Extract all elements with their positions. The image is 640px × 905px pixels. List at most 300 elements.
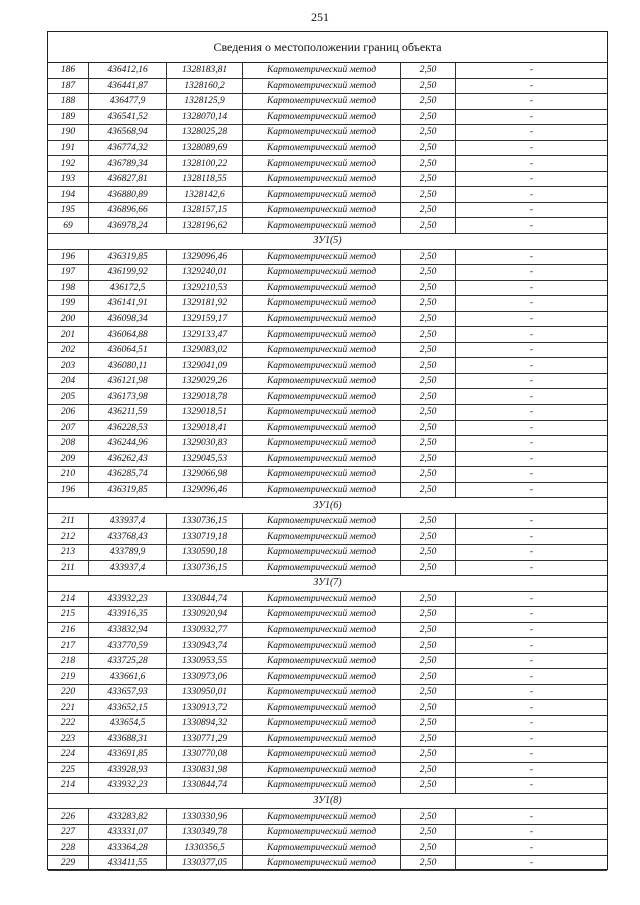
point-number-cell: 191	[48, 140, 89, 156]
x-coordinate-cell: 436172,5	[89, 280, 167, 296]
y-coordinate-cell: 1330356,5	[167, 840, 243, 856]
point-number-cell: 200	[48, 311, 89, 327]
x-coordinate-cell: 433916,35	[89, 607, 167, 623]
accuracy-cell: 2,50	[401, 187, 456, 203]
y-coordinate-cell: 1330719,18	[167, 529, 243, 545]
y-coordinate-cell: 1329018,78	[167, 389, 243, 405]
table-row	[48, 358, 607, 374]
accuracy-cell: 2,50	[401, 715, 456, 731]
y-coordinate-cell: 1328183,81	[167, 63, 243, 78]
point-number-cell: 223	[48, 731, 89, 747]
point-number-cell: 228	[48, 840, 89, 856]
x-coordinate-cell: 433652,15	[89, 700, 167, 716]
x-coordinate-cell: 433789,9	[89, 544, 167, 560]
note-cell: -	[456, 731, 608, 747]
y-coordinate-cell: 1329096,46	[167, 249, 243, 265]
point-number-cell: 215	[48, 607, 89, 623]
y-coordinate-cell: 1328196,62	[167, 218, 243, 234]
point-number-cell: 196	[48, 249, 89, 265]
point-number-cell: 213	[48, 544, 89, 560]
accuracy-cell: 2,50	[401, 700, 456, 716]
x-coordinate-cell: 433932,23	[89, 591, 167, 607]
point-number-cell: 209	[48, 451, 89, 467]
y-coordinate-cell: 1329083,02	[167, 342, 243, 358]
table-row	[48, 778, 607, 794]
note-cell: -	[456, 544, 608, 560]
note-cell: -	[456, 653, 608, 669]
note-cell: -	[456, 513, 608, 529]
table-row	[48, 249, 607, 265]
y-coordinate-cell: 1328142,6	[167, 187, 243, 203]
accuracy-cell: 2,50	[401, 513, 456, 529]
section-header-row	[48, 576, 607, 592]
x-coordinate-cell: 436477,9	[89, 94, 167, 110]
point-number-cell: 199	[48, 296, 89, 312]
note-cell: -	[456, 855, 608, 871]
method-cell: Картометрический метод	[243, 311, 401, 327]
x-coordinate-cell: 436141,91	[89, 296, 167, 312]
method-cell: Картометрический метод	[243, 731, 401, 747]
point-number-cell: 211	[48, 560, 89, 576]
point-number-cell: 214	[48, 778, 89, 794]
note-cell: -	[456, 451, 608, 467]
method-cell: Картометрический метод	[243, 280, 401, 296]
x-coordinate-cell: 433654,5	[89, 715, 167, 731]
note-cell: -	[456, 358, 608, 374]
point-number-cell: 224	[48, 747, 89, 763]
accuracy-cell: 2,50	[401, 529, 456, 545]
x-coordinate-cell: 433331,07	[89, 824, 167, 840]
point-number-cell: 195	[48, 202, 89, 218]
point-number-cell: 190	[48, 125, 89, 141]
accuracy-cell: 2,50	[401, 358, 456, 374]
accuracy-cell: 2,50	[401, 544, 456, 560]
method-cell: Картометрический метод	[243, 125, 401, 141]
method-cell: Картометрический метод	[243, 778, 401, 794]
table-row	[48, 700, 607, 716]
section-label: ЗУ1(5)	[48, 234, 607, 250]
point-number-cell: 211	[48, 513, 89, 529]
method-cell: Картометрический метод	[243, 342, 401, 358]
x-coordinate-cell: 433770,59	[89, 638, 167, 654]
method-cell: Картометрический метод	[243, 607, 401, 623]
table-row	[48, 653, 607, 669]
y-coordinate-cell: 1330771,29	[167, 731, 243, 747]
y-coordinate-cell: 1328070,14	[167, 109, 243, 125]
x-coordinate-cell: 433725,28	[89, 653, 167, 669]
method-cell: Картометрический метод	[243, 140, 401, 156]
method-cell: Картометрический метод	[243, 296, 401, 312]
accuracy-cell: 2,50	[401, 420, 456, 436]
y-coordinate-cell: 1328160,2	[167, 78, 243, 94]
table-row	[48, 296, 607, 312]
method-cell: Картометрический метод	[243, 513, 401, 529]
table-row	[48, 342, 607, 358]
method-cell: Картометрический метод	[243, 591, 401, 607]
x-coordinate-cell: 433691,85	[89, 747, 167, 763]
table-row	[48, 156, 607, 172]
method-cell: Картометрический метод	[243, 373, 401, 389]
accuracy-cell: 2,50	[401, 622, 456, 638]
accuracy-cell: 2,50	[401, 451, 456, 467]
x-coordinate-cell: 433364,28	[89, 840, 167, 856]
note-cell: -	[456, 140, 608, 156]
table-row	[48, 529, 607, 545]
method-cell: Картометрический метод	[243, 653, 401, 669]
table-row	[48, 63, 607, 78]
x-coordinate-cell: 436173,98	[89, 389, 167, 405]
y-coordinate-cell: 1329041,09	[167, 358, 243, 374]
table-row	[48, 187, 607, 203]
section-label: ЗУ1(8)	[48, 793, 607, 809]
y-coordinate-cell: 1330913,72	[167, 700, 243, 716]
y-coordinate-cell: 1329159,17	[167, 311, 243, 327]
accuracy-cell: 2,50	[401, 747, 456, 763]
method-cell: Картометрический метод	[243, 405, 401, 421]
table-row	[48, 327, 607, 343]
point-number-cell: 196	[48, 482, 89, 498]
y-coordinate-cell: 1330330,96	[167, 809, 243, 825]
note-cell: -	[456, 747, 608, 763]
y-coordinate-cell: 1328100,22	[167, 156, 243, 172]
accuracy-cell: 2,50	[401, 840, 456, 856]
point-number-cell: 216	[48, 622, 89, 638]
note-cell: -	[456, 700, 608, 716]
method-cell: Картометрический метод	[243, 824, 401, 840]
accuracy-cell: 2,50	[401, 653, 456, 669]
x-coordinate-cell: 433661,6	[89, 669, 167, 685]
point-number-cell: 210	[48, 467, 89, 483]
y-coordinate-cell: 1329133,47	[167, 327, 243, 343]
accuracy-cell: 2,50	[401, 482, 456, 498]
note-cell: -	[456, 63, 608, 78]
y-coordinate-cell: 1329045,53	[167, 451, 243, 467]
accuracy-cell: 2,50	[401, 809, 456, 825]
method-cell: Картометрический метод	[243, 544, 401, 560]
note-cell: -	[456, 715, 608, 731]
x-coordinate-cell: 436285,74	[89, 467, 167, 483]
accuracy-cell: 2,50	[401, 171, 456, 187]
table-row	[48, 669, 607, 685]
note-cell: -	[456, 669, 608, 685]
note-cell: -	[456, 389, 608, 405]
y-coordinate-cell: 1329240,01	[167, 265, 243, 281]
section-header-row	[48, 234, 607, 250]
y-coordinate-cell: 1328089,69	[167, 140, 243, 156]
x-coordinate-cell: 436827,81	[89, 171, 167, 187]
method-cell: Картометрический метод	[243, 855, 401, 871]
section-label: ЗУ1(7)	[48, 576, 607, 592]
x-coordinate-cell: 436896,66	[89, 202, 167, 218]
point-number-cell: 221	[48, 700, 89, 716]
note-cell: -	[456, 607, 608, 623]
table-row	[48, 544, 607, 560]
accuracy-cell: 2,50	[401, 63, 456, 78]
accuracy-cell: 2,50	[401, 607, 456, 623]
point-number-cell: 192	[48, 156, 89, 172]
point-number-cell: 69	[48, 218, 89, 234]
accuracy-cell: 2,50	[401, 249, 456, 265]
x-coordinate-cell: 433928,93	[89, 762, 167, 778]
table-row	[48, 715, 607, 731]
method-cell: Картометрический метод	[243, 94, 401, 110]
method-cell: Картометрический метод	[243, 63, 401, 78]
accuracy-cell: 2,50	[401, 78, 456, 94]
accuracy-cell: 2,50	[401, 389, 456, 405]
point-number-cell: 222	[48, 715, 89, 731]
point-number-cell: 212	[48, 529, 89, 545]
y-coordinate-cell: 1329181,92	[167, 296, 243, 312]
method-cell: Картометрический метод	[243, 202, 401, 218]
table-row	[48, 405, 607, 421]
table-row	[48, 747, 607, 763]
x-coordinate-cell: 436211,59	[89, 405, 167, 421]
method-cell: Картометрический метод	[243, 218, 401, 234]
point-number-cell: 201	[48, 327, 89, 343]
y-coordinate-cell: 1330973,06	[167, 669, 243, 685]
table-row	[48, 171, 607, 187]
table-row	[48, 420, 607, 436]
point-number-cell: 189	[48, 109, 89, 125]
note-cell: -	[456, 249, 608, 265]
note-cell: -	[456, 187, 608, 203]
y-coordinate-cell: 1330736,15	[167, 513, 243, 529]
accuracy-cell: 2,50	[401, 311, 456, 327]
y-coordinate-cell: 1329030,83	[167, 436, 243, 452]
y-coordinate-cell: 1330932,77	[167, 622, 243, 638]
x-coordinate-cell: 436262,43	[89, 451, 167, 467]
table-row	[48, 109, 607, 125]
table-row	[48, 94, 607, 110]
point-number-cell: 198	[48, 280, 89, 296]
point-number-cell: 186	[48, 63, 89, 78]
accuracy-cell: 2,50	[401, 731, 456, 747]
y-coordinate-cell: 1330844,74	[167, 591, 243, 607]
method-cell: Картометрический метод	[243, 482, 401, 498]
note-cell: -	[456, 529, 608, 545]
page-number: 251	[311, 10, 329, 24]
note-cell: -	[456, 840, 608, 856]
table-row	[48, 202, 607, 218]
note-cell: -	[456, 824, 608, 840]
method-cell: Картометрический метод	[243, 529, 401, 545]
note-cell: -	[456, 762, 608, 778]
note-cell: -	[456, 560, 608, 576]
accuracy-cell: 2,50	[401, 560, 456, 576]
x-coordinate-cell: 436228,53	[89, 420, 167, 436]
x-coordinate-cell: 433768,43	[89, 529, 167, 545]
accuracy-cell: 2,50	[401, 373, 456, 389]
point-number-cell: 227	[48, 824, 89, 840]
y-coordinate-cell: 1330590,18	[167, 544, 243, 560]
note-cell: -	[456, 280, 608, 296]
note-cell: -	[456, 156, 608, 172]
table-row	[48, 809, 607, 825]
method-cell: Картометрический метод	[243, 78, 401, 94]
accuracy-cell: 2,50	[401, 762, 456, 778]
point-number-cell: 218	[48, 653, 89, 669]
point-number-cell: 225	[48, 762, 89, 778]
x-coordinate-cell: 433937,4	[89, 513, 167, 529]
x-coordinate-cell: 436789,34	[89, 156, 167, 172]
accuracy-cell: 2,50	[401, 778, 456, 794]
note-cell: -	[456, 405, 608, 421]
x-coordinate-cell: 436319,85	[89, 482, 167, 498]
x-coordinate-cell: 433937,4	[89, 560, 167, 576]
y-coordinate-cell: 1330349,78	[167, 824, 243, 840]
table-row	[48, 265, 607, 281]
accuracy-cell: 2,50	[401, 202, 456, 218]
x-coordinate-cell: 436319,85	[89, 249, 167, 265]
section-header-row	[48, 793, 607, 809]
note-cell: -	[456, 591, 608, 607]
x-coordinate-cell: 433832,94	[89, 622, 167, 638]
x-coordinate-cell: 436199,92	[89, 265, 167, 281]
table-row	[48, 451, 607, 467]
accuracy-cell: 2,50	[401, 265, 456, 281]
note-cell: -	[456, 296, 608, 312]
method-cell: Картометрический метод	[243, 700, 401, 716]
method-cell: Картометрический метод	[243, 327, 401, 343]
note-cell: -	[456, 218, 608, 234]
section-header-row	[48, 498, 607, 514]
point-number-cell: 202	[48, 342, 89, 358]
table-row	[48, 436, 607, 452]
table-row	[48, 731, 607, 747]
y-coordinate-cell: 1329018,51	[167, 405, 243, 421]
x-coordinate-cell: 433411,55	[89, 855, 167, 871]
accuracy-cell: 2,50	[401, 638, 456, 654]
x-coordinate-cell: 436098,34	[89, 311, 167, 327]
accuracy-cell: 2,50	[401, 669, 456, 685]
note-cell: -	[456, 482, 608, 498]
y-coordinate-cell: 1330943,74	[167, 638, 243, 654]
method-cell: Картометрический метод	[243, 249, 401, 265]
accuracy-cell: 2,50	[401, 327, 456, 343]
method-cell: Картометрический метод	[243, 638, 401, 654]
accuracy-cell: 2,50	[401, 591, 456, 607]
point-number-cell: 187	[48, 78, 89, 94]
point-number-cell: 197	[48, 265, 89, 281]
accuracy-cell: 2,50	[401, 342, 456, 358]
note-cell: -	[456, 809, 608, 825]
method-cell: Картометрический метод	[243, 451, 401, 467]
accuracy-cell: 2,50	[401, 94, 456, 110]
note-cell: -	[456, 684, 608, 700]
table-row	[48, 311, 607, 327]
accuracy-cell: 2,50	[401, 296, 456, 312]
point-number-cell: 203	[48, 358, 89, 374]
method-cell: Картометрический метод	[243, 684, 401, 700]
point-number-cell: 193	[48, 171, 89, 187]
method-cell: Картометрический метод	[243, 560, 401, 576]
table-title: Сведения о местоположении границ объекта	[48, 32, 607, 63]
point-number-cell: 220	[48, 684, 89, 700]
point-number-cell: 219	[48, 669, 89, 685]
note-cell: -	[456, 436, 608, 452]
accuracy-cell: 2,50	[401, 125, 456, 141]
table-row	[48, 762, 607, 778]
y-coordinate-cell: 1330844,74	[167, 778, 243, 794]
y-coordinate-cell: 1330377,05	[167, 855, 243, 871]
method-cell: Картометрический метод	[243, 389, 401, 405]
method-cell: Картометрический метод	[243, 715, 401, 731]
method-cell: Картометрический метод	[243, 187, 401, 203]
note-cell: -	[456, 420, 608, 436]
method-cell: Картометрический метод	[243, 171, 401, 187]
table-row	[48, 125, 607, 141]
table-row	[48, 855, 607, 871]
x-coordinate-cell: 436064,88	[89, 327, 167, 343]
x-coordinate-cell: 433932,23	[89, 778, 167, 794]
note-cell: -	[456, 342, 608, 358]
accuracy-cell: 2,50	[401, 684, 456, 700]
method-cell: Картометрический метод	[243, 265, 401, 281]
point-number-cell: 194	[48, 187, 89, 203]
table-row	[48, 607, 607, 623]
point-number-cell: 229	[48, 855, 89, 871]
method-cell: Картометрический метод	[243, 809, 401, 825]
table-row	[48, 140, 607, 156]
x-coordinate-cell: 436441,87	[89, 78, 167, 94]
table-row	[48, 513, 607, 529]
note-cell: -	[456, 78, 608, 94]
note-cell: -	[456, 109, 608, 125]
table-row	[48, 684, 607, 700]
point-number-cell: 206	[48, 405, 89, 421]
coordinates-frame	[47, 31, 608, 870]
note-cell: -	[456, 94, 608, 110]
x-coordinate-cell: 436080,11	[89, 358, 167, 374]
note-cell: -	[456, 265, 608, 281]
coordinates-table	[48, 63, 607, 871]
y-coordinate-cell: 1329018,41	[167, 420, 243, 436]
table-row	[48, 622, 607, 638]
x-coordinate-cell: 433283,82	[89, 809, 167, 825]
point-number-cell: 188	[48, 94, 89, 110]
point-number-cell: 217	[48, 638, 89, 654]
note-cell: -	[456, 171, 608, 187]
x-coordinate-cell: 436244,96	[89, 436, 167, 452]
note-cell: -	[456, 467, 608, 483]
x-coordinate-cell: 436978,24	[89, 218, 167, 234]
table-row	[48, 591, 607, 607]
y-coordinate-cell: 1328118,55	[167, 171, 243, 187]
accuracy-cell: 2,50	[401, 855, 456, 871]
table-row	[48, 467, 607, 483]
accuracy-cell: 2,50	[401, 156, 456, 172]
method-cell: Картометрический метод	[243, 840, 401, 856]
accuracy-cell: 2,50	[401, 436, 456, 452]
note-cell: -	[456, 373, 608, 389]
table-row	[48, 389, 607, 405]
note-cell: -	[456, 327, 608, 343]
y-coordinate-cell: 1328125,9	[167, 94, 243, 110]
y-coordinate-cell: 1330770,08	[167, 747, 243, 763]
y-coordinate-cell: 1330950,01	[167, 684, 243, 700]
y-coordinate-cell: 1328025,28	[167, 125, 243, 141]
point-number-cell: 226	[48, 809, 89, 825]
y-coordinate-cell: 1329210,53	[167, 280, 243, 296]
section-label: ЗУ1(6)	[48, 498, 607, 514]
table-row	[48, 373, 607, 389]
y-coordinate-cell: 1329029,26	[167, 373, 243, 389]
x-coordinate-cell: 436774,32	[89, 140, 167, 156]
point-number-cell: 204	[48, 373, 89, 389]
note-cell: -	[456, 638, 608, 654]
table-row	[48, 560, 607, 576]
accuracy-cell: 2,50	[401, 405, 456, 421]
